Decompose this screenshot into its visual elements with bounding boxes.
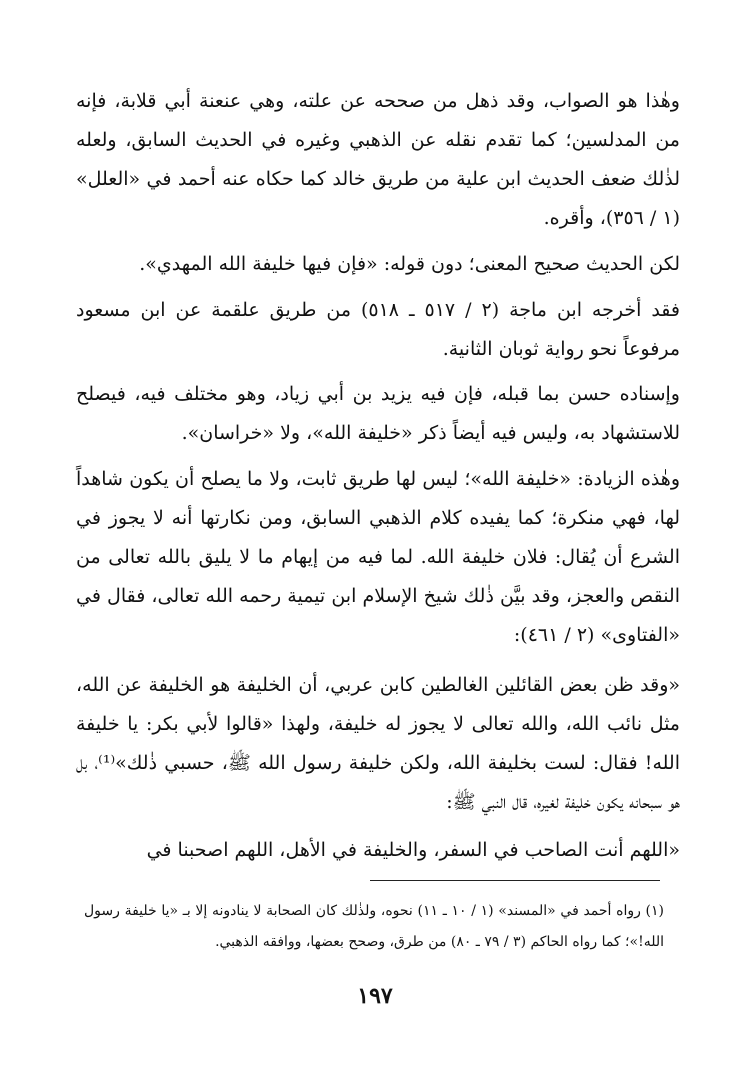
paragraph-2: لكن الحديث صحيح المعنى؛ دون قوله: «فإن فيها خليفة الله المهدي». <box>139 253 680 275</box>
paragraph-1: وهٰذا هو الصواب، وقد ذهل من صححه عن علته، وهي عنعنة أبي قلابة، فإنه من المدلسين؛ كما تقدم نقله عن الذهبي وغيره في الحديث السابق، ولعله لذٰلك ضعف الحديث ابن علية من طريق خالد كما حكاه عنه أحمد في «العلل» (١ / ٣٥٦)، وأقره. <box>76 90 680 229</box>
footnote-separator <box>370 880 660 881</box>
page-number: ١٩٧ <box>357 983 393 1009</box>
paragraph-7: «اللهم أنت الصاحب في السفر، والخليفة في الأهل، اللهم اصحبنا في <box>146 839 680 861</box>
paragraph-6: «وقد ظن بعض القائلين الغالطين كابن عربي، أن الخليفة هو الخليفة عن الله، مثل نائب الله، والله تعالى لا يجوز له خليفة، ولهذا «قالوا لأبي بكر: يا خليفة الله! فقال: لست بخليفة الله، ولكن خليفة رسول الله ﷺ، حسبي ذٰلك»⁽¹⁾، بل هو سبحانه يكون خليفة لغيره، قال النبي ﷺ: <box>76 674 680 813</box>
paragraph-5: وهٰذه الزيادة: «خليفة الله»؛ ليس لها طريق ثابت، ولا ما يصلح أن يكون شاهداً لها، فهي منكرة؛ كما يفيده كلام الذهبي السابق، ومن نكارتها أنه لا يجوز في الشرع أن يُقال: فلان خليفة الله. لما فيه من إيهام ما لا يليق بالله تعالى من النقص والعجز، وقد بيَّن ذٰلك شيخ الإسلام ابن تيمية رحمه الله تعالى، فقال في «الفتاوى» (٢ / ٤٦١): <box>76 468 680 646</box>
paragraph-3: فقد أخرجه ابن ماجة (٢ / ٥١٧ ـ ٥١٨) من طريق علقمة عن ابن مسعود مرفوعاً نحو رواية ثوبان الثانية. <box>76 299 681 360</box>
footnote-1: (١) رواه أحمد في «المسند» (١ / ١٠ ـ ١١) نحوه، ولذٰلك كان الصحابة لا ينادونه إلا بـ «يا خليفة رسول الله!»؛ كما رواه الحاكم (٣ / ٧٩ ـ ٨٠) من طرق، وصحح بعضها، ووافقه الذهبي. <box>84 903 664 950</box>
paragraph-4: وإسناده حسن بما قبله، فإن فيه يزيد بن أبي زياد، وهو مختلف فيه، فيصلح للاستشهاد به، وليس فيه أيضاً ذكر «خليفة الله»، ولا «خراسان». <box>76 383 680 444</box>
